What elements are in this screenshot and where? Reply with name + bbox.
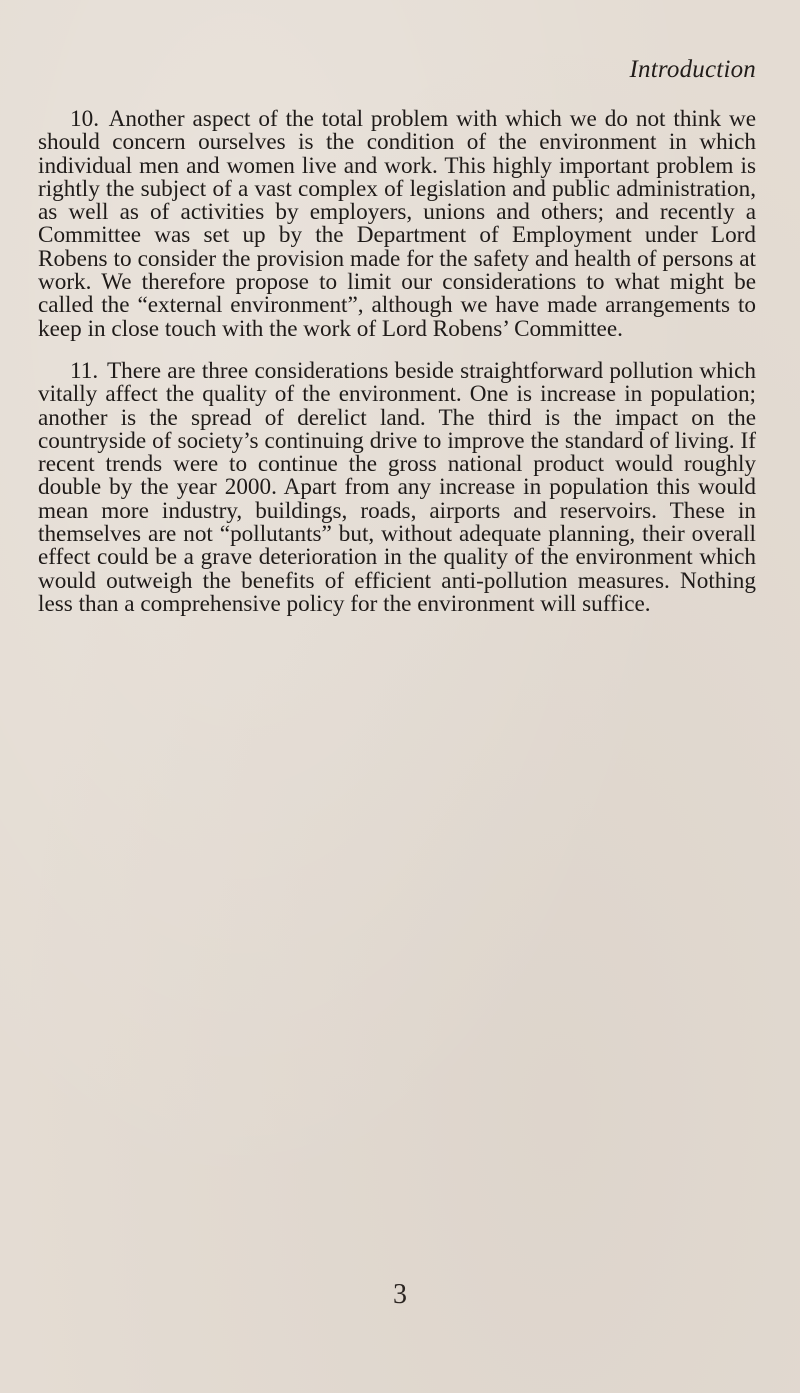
paragraph-text: There are three considerations beside straightforward pollution which vitally affect the quality of the environment. One is increase in population; another is the spread of derelict land. The third is the impact on the countryside of society’s continuing drive to improve the standard of living. If recent trends were to continue the gross national product would roughly double by the year 2000. Apart from any increase in population this would mean more industry, buildings, roads, airports and reservoirs. These in themselves are not “pollutants” but, without adequate planning, their overall effect could be a grave deterioration in the quality of the environment which would outweigh the benefits of efficient anti-pollution measures. Nothing less than a comprehensive policy for the environment will suffice. [38, 357, 756, 617]
running-head: Introduction [629, 56, 756, 83]
body-text [38, 108, 756, 635]
paragraph-11 [38, 357, 756, 617]
paragraph-text: Another aspect of the total problem with which we do not think we should concern ourselves is the condition of the environment in which individual men and women live and work. This highly important problem is rightly the subject of a vast complex of legislation and public administration, as well as of activities by employers, unions and others; and recently a Committee was set up by the Department of Employment under Lord Robens to consider the provision made for the safety and health of persons at work. We therefore propose to limit our considerations to what might be called the “external environment”, although we have made arrangements to keep in close touch with the work of Lord Robens’ Committee. [38, 106, 756, 342]
paragraph-number: 10. [70, 106, 99, 132]
paragraph-number: 11. [70, 357, 99, 384]
paragraph-10 [38, 108, 756, 341]
page-number: 3 [393, 1279, 407, 1310]
